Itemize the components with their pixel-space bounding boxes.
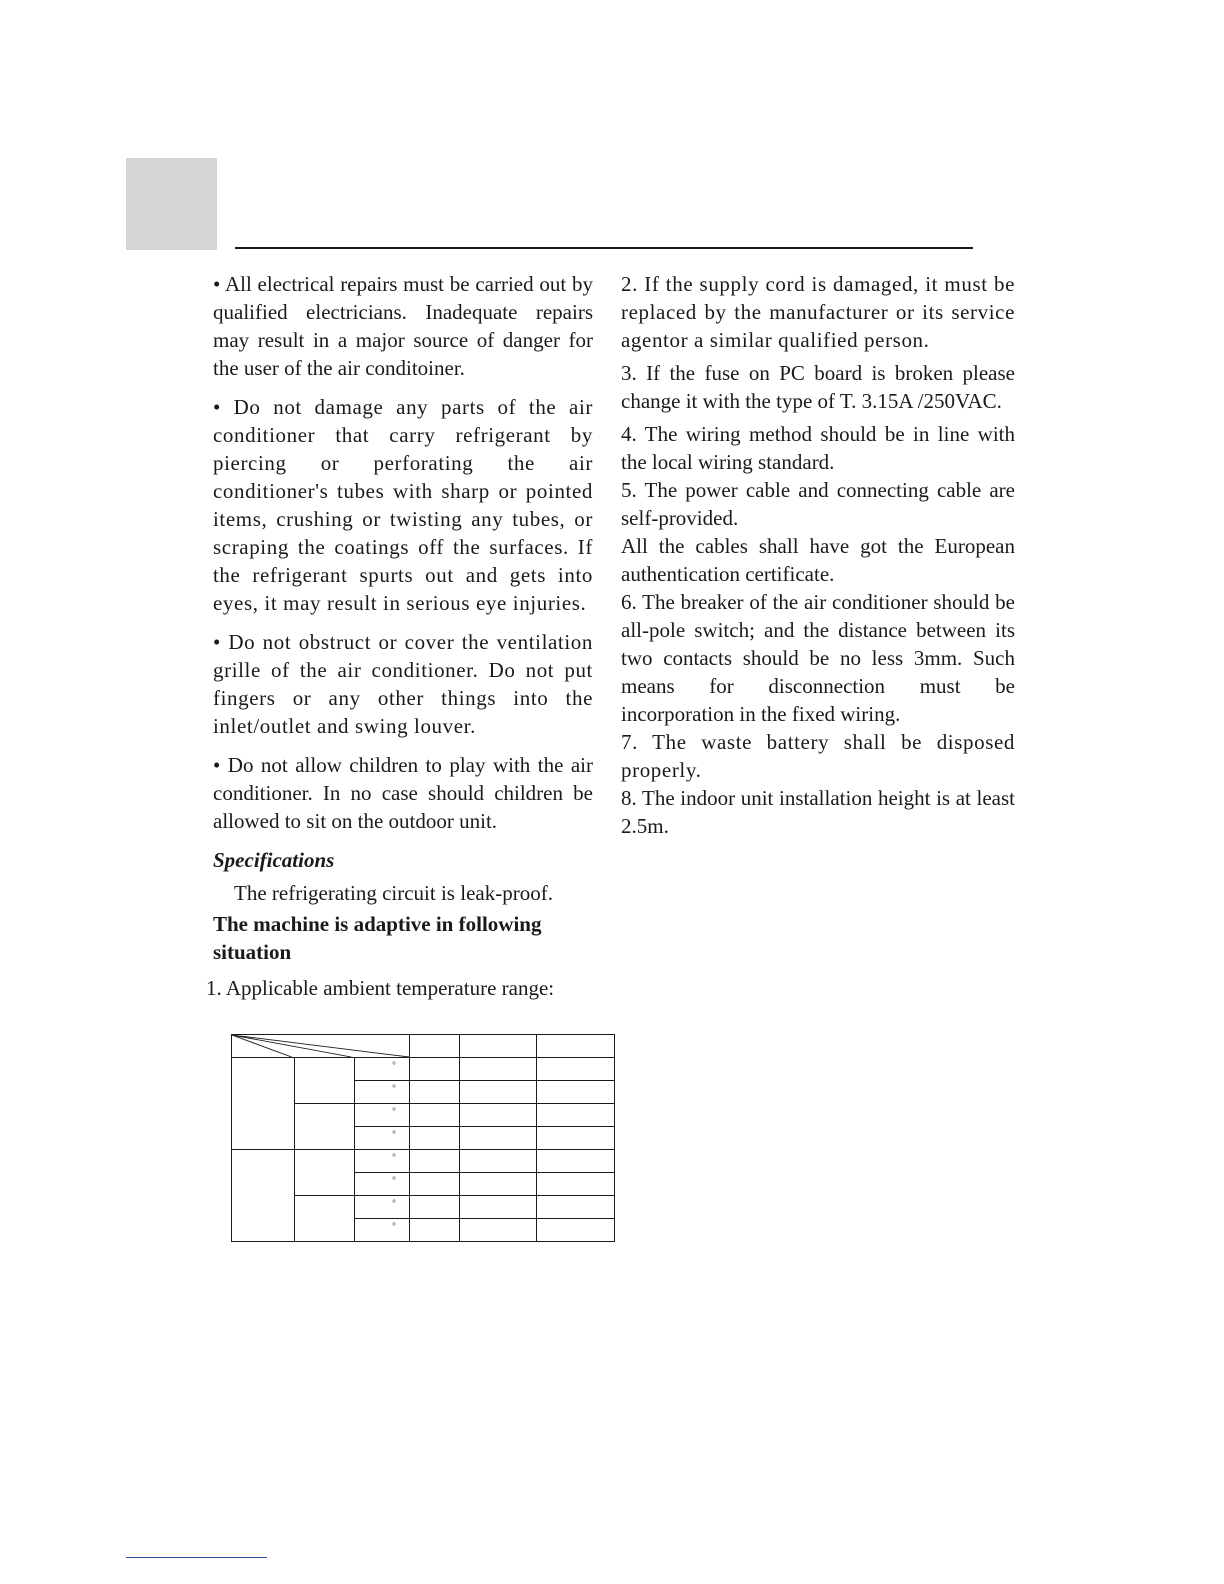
item-wiring-method: 4. The wiring method should be in line with the local wiring standard. (621, 422, 1015, 474)
table-cell (460, 1173, 537, 1196)
temperature-range-item: 1. Applicable ambient temperature range: (206, 976, 555, 1000)
chapter-tab (126, 158, 217, 250)
table-cell (460, 1219, 537, 1242)
degree-mark: ° (392, 1082, 396, 1093)
item-power-cable: 5. The power cable and connecting cable are self-provided. (621, 478, 1015, 530)
table-cell (460, 1150, 537, 1173)
temperature-range-table (231, 1034, 615, 1242)
table-unit-cell (355, 1058, 410, 1081)
bullet-electrical-repairs: • All electrical repairs must be carried out by qualified electricians. Inadequate repairs may result in a major source of danger for the user of the air conditoiner. (213, 272, 593, 380)
table-cell (410, 1219, 460, 1242)
table-cell (410, 1035, 460, 1058)
bullet-refrigerant-parts: • Do not damage any parts of the air conditioner that carry refrigerant by piercing or perforating the air conditioner's tubes with sharp or pointed items, crushing or twisting any tubes, or scraping the coatings off the surfaces. If the refrigerant spurts out and gets into eyes, it may result in serious eye injuries. (213, 395, 593, 615)
table-cell (537, 1058, 615, 1081)
table-cell (410, 1081, 460, 1104)
table-cell (460, 1081, 537, 1104)
table-subgroup-cell (295, 1058, 355, 1104)
table-subgroup-cell (295, 1196, 355, 1242)
table-unit-cell (355, 1173, 410, 1196)
table-cell (537, 1219, 615, 1242)
header-rule (235, 247, 973, 249)
table-cell (410, 1058, 460, 1081)
degree-mark: ° (392, 1128, 396, 1139)
degree-mark: ° (392, 1151, 396, 1162)
table-unit-cell (355, 1104, 410, 1127)
table-cell (410, 1127, 460, 1150)
bullet-ventilation-grille: • Do not obstruct or cover the ventilation grille of the air conditioner. Do not put fingers or any other things into the inlet/outlet and swing louver. (213, 630, 593, 738)
table-cell (537, 1104, 615, 1127)
table-cell (410, 1196, 460, 1219)
table-cell (537, 1081, 615, 1104)
footer-link-rule (126, 1557, 267, 1558)
table-cell (537, 1035, 615, 1058)
table-group-cell (232, 1150, 295, 1242)
degree-mark: ° (392, 1174, 396, 1185)
table-unit-cell (355, 1127, 410, 1150)
degree-mark: ° (392, 1197, 396, 1208)
table-cell (460, 1127, 537, 1150)
item-fuse: 3. If the fuse on PC board is broken please change it with the type of T. 3.15A /250VAC. (621, 361, 1015, 413)
table-cell (537, 1150, 615, 1173)
specifications-heading: Specifications (213, 848, 335, 872)
item-waste-battery: 7. The waste battery shall be disposed properly. (621, 730, 1015, 782)
table-subgroup-cell (295, 1150, 355, 1196)
leak-proof-text: The refrigerating circuit is leak-proof. (234, 881, 553, 905)
table-unit-cell (355, 1150, 410, 1173)
degree-mark: ° (392, 1220, 396, 1231)
bullet-children: • Do not allow children to play with the air conditioner. In no case should children be allowed to sit on the outdoor unit. (213, 753, 593, 833)
adaptive-heading: The machine is adaptive in following situation (213, 912, 542, 964)
item-installation-height: 8. The indoor unit installation height is at least 2.5m. (621, 786, 1015, 838)
degree-mark: ° (392, 1059, 396, 1070)
table-diagonal-header (232, 1035, 410, 1058)
degree-mark: ° (392, 1105, 396, 1116)
right-column (621, 270, 1015, 840)
table-subgroup-cell (295, 1104, 355, 1150)
table-unit-cell (355, 1196, 410, 1219)
table-cell (410, 1173, 460, 1196)
table-group-cell (232, 1058, 295, 1150)
table-cell (537, 1173, 615, 1196)
table-cell (460, 1104, 537, 1127)
table-cell (460, 1196, 537, 1219)
table-cell (537, 1196, 615, 1219)
table-cell (460, 1058, 537, 1081)
table-cell (410, 1150, 460, 1173)
item-european-certificate: All the cables shall have got the European authentication certificate. (621, 534, 1015, 586)
table-unit-cell (355, 1219, 410, 1242)
table-cell (410, 1104, 460, 1127)
left-column (206, 270, 593, 1002)
table-unit-cell (355, 1081, 410, 1104)
table-cell (460, 1035, 537, 1058)
table-cell (537, 1127, 615, 1150)
item-supply-cord: 2. If the supply cord is damaged, it must be replaced by the manufacturer or its service agentor a similar qualified person. (621, 272, 1015, 352)
item-breaker: 6. The breaker of the air conditioner should be all-pole switch; and the distance between its two contacts should be no less 3mm. Such means for disconnection must be incorporation in the fixed wiring. (621, 590, 1015, 726)
